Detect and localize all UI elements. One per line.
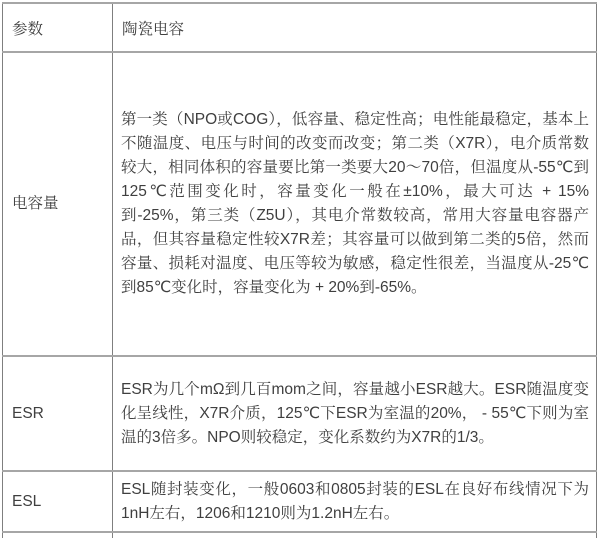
- table-row-esr: [3, 356, 597, 471]
- desc-cell-esl: ESL随封装变化，一般0603和0805封装的ESL在良好布线情况下为1nH左右，1206和1210则为1.2nH左右。: [113, 471, 597, 532]
- param-cell-capacitance: 电容量: [3, 52, 113, 356]
- ceramic-capacitor-spec-table: [2, 2, 597, 538]
- param-cell-esl: ESL: [3, 471, 113, 532]
- table-header-row: [3, 3, 597, 52]
- param-cell-esr: ESR: [3, 356, 113, 471]
- desc-cell-capacitance: 第一类（NPO或COG），低容量、稳定性高；电性能最稳定，基本上不随温度、电压与时间的改变而改变；第二类（X7R），电介质常数较大，相同体积的容量要比第一类要大20～70倍，但温度从-55℃到125℃范围变化时，容量变化一般在±10%，最大可达 + 15%到-25%，第三类（Z5U），其电介常数较高，常用大容量电容器产品，但其容量稳定性较X7R差；其容量可以做到第二类的5倍，然而容量、损耗对温度、电压等较为敏感，稳定性很差，当温度从-25℃到85℃变化时，容量变化为 + 20%到-65%。: [113, 52, 597, 356]
- param-cell-clipped: [3, 532, 113, 538]
- desc-cell-clipped: [113, 532, 597, 538]
- desc-cell-esr: ESR为几个mΩ到几百mom之间，容量越小ESR越大。ESR随温度变化呈线性，X7R介质，125℃下ESR为室温的20%， - 55℃下则为室温的3倍多。NPO则较稳定，变化系数约为X7R的1/3。: [113, 356, 597, 471]
- column-header-parameter: 参数: [3, 3, 113, 52]
- table-row-partial-clipped: [3, 532, 597, 538]
- table-row-esl: [3, 471, 597, 532]
- column-header-ceramic-capacitor: 陶瓷电容: [113, 3, 597, 52]
- table-row-capacitance: [3, 52, 597, 356]
